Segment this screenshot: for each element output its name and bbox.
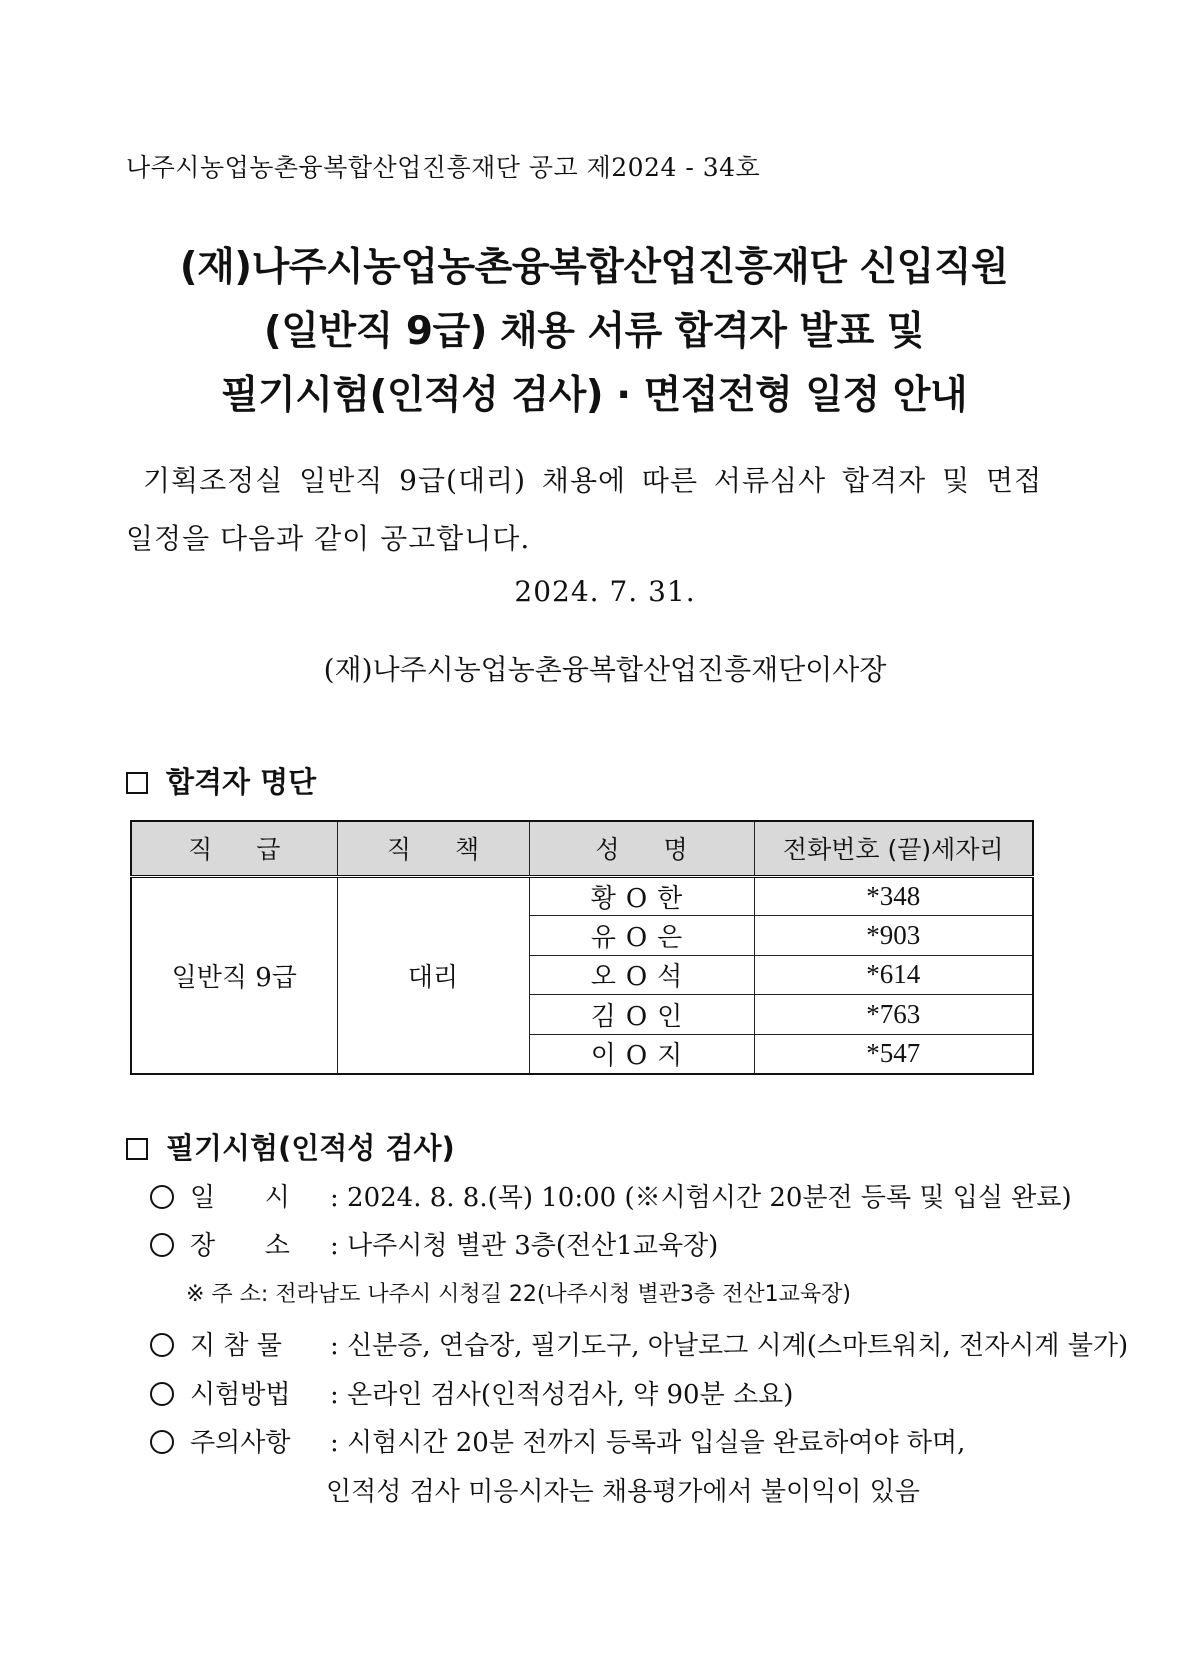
notice-date: 2024. 7. 31.: [514, 575, 696, 608]
exam-method: [150, 1374, 793, 1411]
header-position: 직 책: [337, 821, 529, 876]
circle-bullet-icon: [150, 1233, 174, 1257]
title-line-2: (일반직 9급) 채용 서류 합격자 발표 및: [263, 309, 925, 354]
exam-method-value: : 온라인 검사(인적성검사, 약 90분 소요): [330, 1380, 794, 1410]
header-phone: 전화번호 (끝)세자리: [754, 821, 1033, 876]
exam-caution-value: : 시험시간 20분 전까지 등록과 입실을 완료하여야 하며,: [330, 1428, 966, 1458]
notice-number: 나주시농업농촌융복합산업진흥재단 공고 제2024 - 34호: [126, 153, 761, 182]
cell-position: 대리: [337, 876, 529, 1074]
roster-table: [130, 820, 1034, 1075]
title-line-3: 필기시험(인적성 검사) · 면접전형 일정 안내: [220, 373, 968, 418]
intro-line-1: 기획조정실 일반직 9급(대리) 채용에 따른 서류심사 합격자 및 면접: [143, 464, 1043, 497]
exam-datetime: [150, 1177, 1072, 1214]
circle-bullet-icon: [150, 1430, 174, 1454]
cell-phone: *763: [754, 995, 1033, 1035]
exam-caution-continued: 인적성 검사 미응시자는 채용평가에서 불이익이 있음: [326, 1477, 920, 1507]
exam-datetime-label: 일 시: [190, 1183, 290, 1213]
exam-place-value: : 나주시청 별관 3층(전산1교육장): [330, 1231, 719, 1261]
exam-items-label: 지 참 물: [190, 1331, 282, 1361]
cell-phone: *614: [754, 955, 1033, 995]
section-exam-title: 필기시험(인적성 검사): [166, 1131, 455, 1165]
checkbox-square-icon: [126, 1138, 148, 1160]
checkbox-square-icon: [126, 772, 148, 794]
issuer: (재)나주시농업농촌융복합산업진흥재단이사장: [323, 653, 887, 686]
exam-place: [150, 1225, 718, 1262]
exam-caution-label: 주의사항: [190, 1428, 291, 1458]
circle-bullet-icon: [150, 1333, 174, 1357]
section-roster-title: 합격자 명단: [166, 765, 317, 799]
cell-name: 김O인: [529, 995, 754, 1035]
header-grade: 직 급: [131, 821, 337, 876]
intro-line-2: 일정을 다음과 같이 공고합니다.: [126, 522, 531, 555]
table-row: [131, 876, 1033, 916]
exam-caution: [150, 1422, 965, 1459]
circle-bullet-icon: [150, 1185, 174, 1209]
cell-name: 유O은: [529, 916, 754, 956]
cell-phone: *348: [754, 876, 1033, 916]
cell-phone: *547: [754, 1034, 1033, 1074]
cell-name: 오O석: [529, 955, 754, 995]
exam-items: [150, 1325, 1128, 1362]
header-name: 성 명: [529, 821, 754, 876]
exam-method-label: 시험방법: [190, 1380, 291, 1410]
exam-address: ※ 주 소: 전라남도 나주시 시청길 22(나주시청 별관3층 전산1교육장): [186, 1282, 851, 1307]
section-exam-heading: [126, 1126, 455, 1167]
exam-place-label: 장 소: [190, 1231, 290, 1261]
circle-bullet-icon: [150, 1382, 174, 1406]
exam-datetime-value: : 2024. 8. 8.(목) 10:00 (※시험시간 20분전 등록 및 입실 완료): [330, 1183, 1072, 1213]
exam-items-value: : 신분증, 연습장, 필기도구, 아날로그 시계(스마트워치, 전자시계 불가): [330, 1331, 1129, 1361]
cell-name: 황O한: [529, 876, 754, 916]
cell-grade: 일반직 9급: [131, 876, 337, 1074]
section-roster-heading: [126, 760, 316, 801]
cell-name: 이O지: [529, 1034, 754, 1074]
title-line-1: (재)나주시농업농촌융복합산업진흥재단 신입직원: [179, 245, 1009, 290]
table-header-row: [131, 821, 1033, 876]
cell-phone: *903: [754, 916, 1033, 956]
